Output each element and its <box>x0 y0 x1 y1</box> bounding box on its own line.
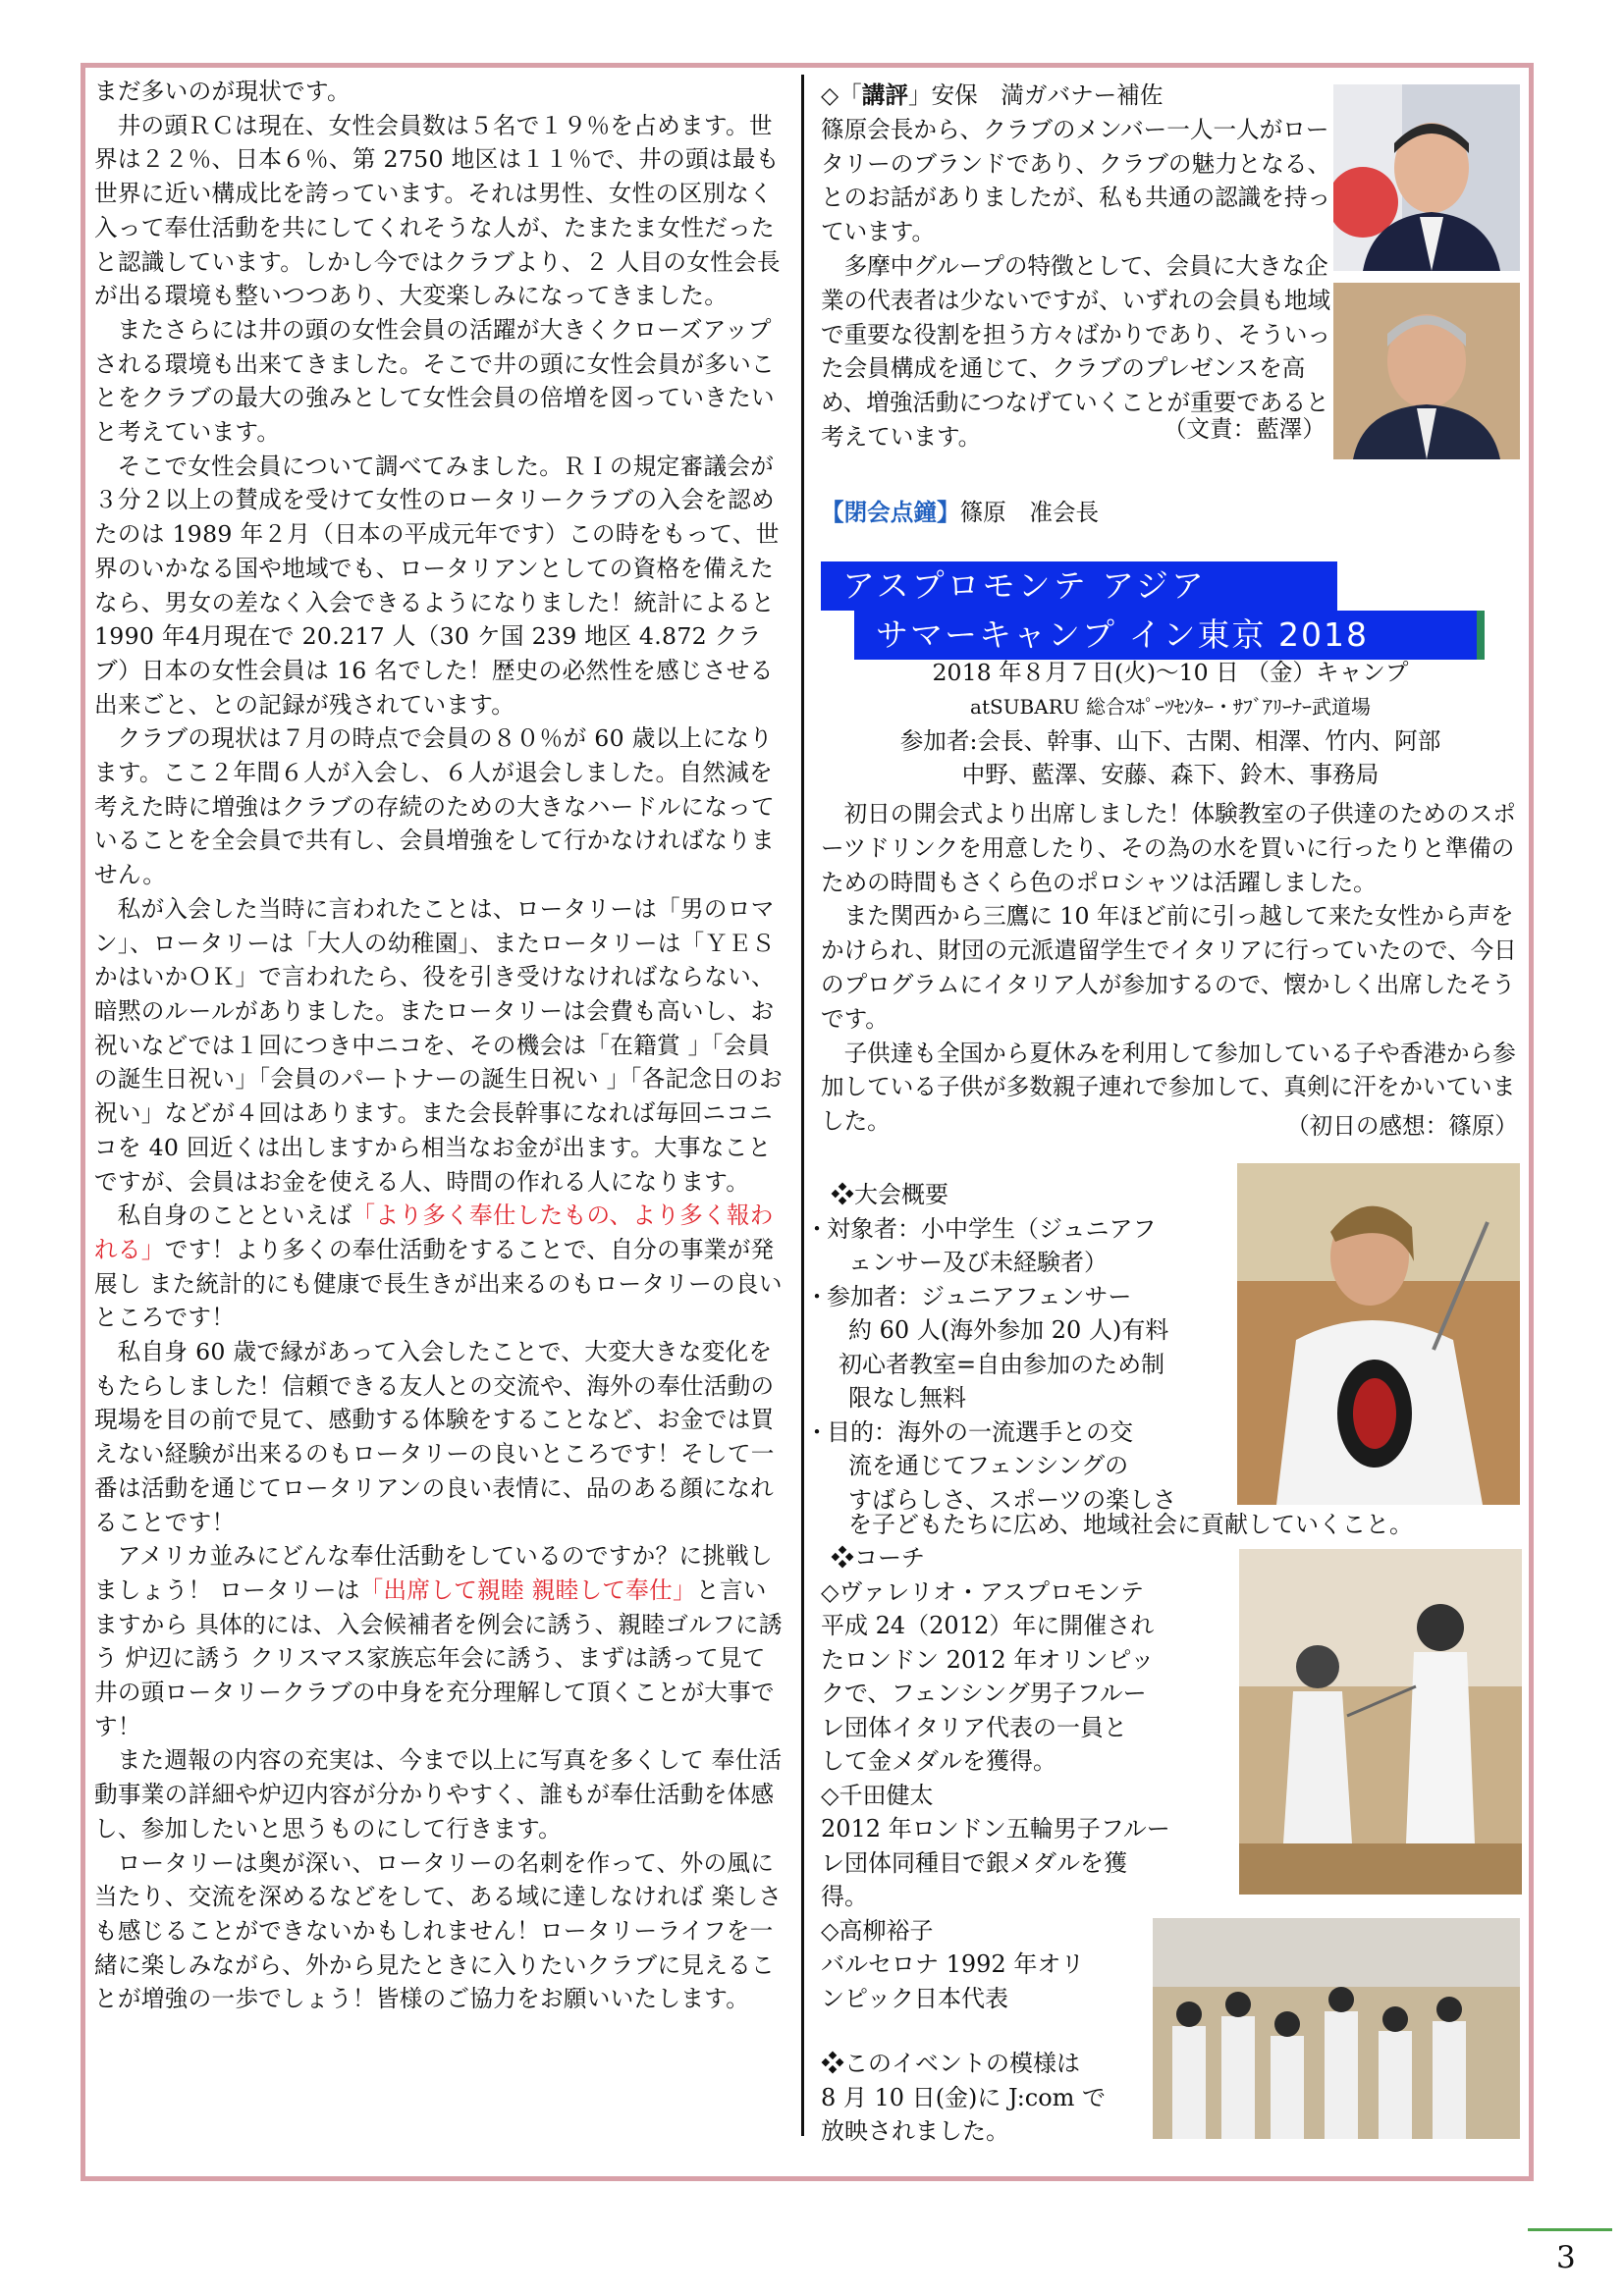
governor-photo-1 <box>1333 84 1520 271</box>
article-paragraph <box>94 1539 786 1743</box>
participants-image <box>1153 1918 1520 2139</box>
overview-purpose-tail: を子どもたちに広め、地域社会に貢献していくこと。 <box>848 1511 1414 1538</box>
fencing-bout-photo <box>1239 1549 1522 1895</box>
report-credit: （初日の感想：篠原） <box>1286 1112 1518 1140</box>
coach-bio-line: バルセロナ 1992 年オリ <box>821 1950 1085 1978</box>
left-column-article <box>94 75 786 2016</box>
event-participants-1: 参加者:会長、幹事、山下、古閑、相澤、竹内、阿部 <box>899 726 1441 755</box>
coach-bio-line: して金メダルを獲得。 <box>821 1747 1056 1775</box>
fencer-coach-photo <box>1237 1163 1520 1505</box>
coach-1-name: ◇ヴァレリオ・アスプロモンテ <box>821 1577 1145 1606</box>
coach-bio-line: 平成 24（2012）年に開催され <box>821 1612 1155 1639</box>
banner-accent <box>1477 611 1485 660</box>
highlighted-phrase: 「出席して親睦 親睦して奉仕」 <box>359 1575 696 1604</box>
paragraph-text: と言いますから 具体的には、入会候補者を例会に誘う、親睦ゴルフに誘う 炉辺に誘う クリスマス家族忘年会に誘う、まずは誘って見て 井の頭ロータリークラブの中身を充分理解して頂くことが大事です！ <box>94 1575 783 1740</box>
coach-heading: ❖コーチ <box>831 1544 925 1572</box>
review-credit: （文責：藍澤） <box>1163 415 1326 443</box>
article-paragraph: またさらには井の頭の女性会員の活躍が大きくクローズアップされる環境も出来てきました。そこで井の頭に女性会員が多いことをクラブの最大の強みとして女性会員の倍増を図っていきたいと考えています。 <box>94 315 775 447</box>
review-para-1: 篠原会長から、クラブのメンバー一人一人がロータリーのブランドであり、クラブの魅力となる、とのお話がありましたが、私も共通の認識を持っています。 <box>821 115 1331 246</box>
review-section <box>821 79 1331 454</box>
article-paragraph: ロータリーは奥が深い、ロータリーの名刺を作って、外の風に当たり、交流を深めるなどをして、ある域に達しなければ 楽しさも感じることができないかもしれません！ロータリーライフを一緒に楽しみながら、外から見たときに入りたいクラブに見えることが増強の一歩でしょう！皆様のご協力をお願いいたします。 <box>94 1848 783 2013</box>
coach-2-name: ◇千田健太 <box>821 1781 934 1809</box>
overview-heading: ❖大会概要 <box>831 1181 948 1208</box>
coach-bio-line: 得。 <box>821 1883 868 1910</box>
column-divider <box>801 75 804 2136</box>
fencing-image <box>1239 1549 1522 1895</box>
paragraph-text: 私自身のことといえば <box>117 1201 352 1230</box>
coach-3-name: ◇高柳裕子 <box>821 1916 934 1945</box>
governor-photo-2 <box>1333 283 1520 459</box>
overview-target: ・ 対象者：小中学生（ジュニアフ ェンサー及び未経験者） <box>805 1214 1157 1276</box>
overview-section <box>805 1178 1218 1517</box>
coach-bio-line: レ団体イタリア代表の一員と <box>821 1713 1127 1741</box>
event-info <box>821 656 1520 792</box>
article-paragraph: クラブの現状は７月の時点で会員の８０％が 60 歳以上になります。ここ２年間６人が入会し、６人が退会しました。自然減を考えた時に増強はクラブの存続のための大きなハードルになっていることを全会員で共有し、会員増強をして行かなければなりません。 <box>94 724 775 889</box>
broadcast-line: 放映されました。 <box>821 2117 1009 2145</box>
coach-bio-line: ンピック日本代表 <box>821 1984 1009 2012</box>
report-para-2: また関西から三鷹に 10 年ほど前に引っ越して来た女性から声をかけられ、財団の元派遣留学生でイタリアに行っていたので、今日のプログラムにイタリア人が参加するので、懐かしく出席したそうです。 <box>821 902 1517 1033</box>
article-paragraph: また週報の内容の充実は、今まで以上に写真を多くして 奉仕活動事業の詳細や炉辺内容が分かりやすく、誰もが奉仕活動を体感し、参加したいと思うものにして行きます。 <box>94 1746 783 1842</box>
report-para-3: 子供達も全国から夏休みを利用して参加している子や香港から参加している子供が多数親子連れで参加して、真剣に汗をかいていました。 <box>821 1039 1516 1136</box>
coach-bio-line: たロンドン 2012 年オリンピッ <box>821 1645 1155 1674</box>
coach-bio-line: 2012 年ロンドン五輪男子フルー <box>821 1815 1170 1842</box>
article-paragraph: 私自身 60 歳で縁があって入会したことで、大変大きな変化をもたらしました！信頼できる友人との交流や、海外の奉仕活動の現場を目の前で見て、感動する体験をすることなど、お金では買えない経験が出来るのもロータリーの良いところです！そして一番は活動を通じてロータリアンの良い表情に、品のある顔になれることです！ <box>94 1338 775 1536</box>
coach-bio-line: レ団体同種目で銀メダルを獲 <box>821 1848 1127 1877</box>
report-para-1: 初日の開会式より出席しました！体験教室の子供達のためのスポーツドリンクを用意したり、その為の水を買いに行ったりと準備のための時間もさくら色のポロシャツは活躍しました。 <box>821 800 1516 896</box>
event-date: 2018 年８月７日(火)〜10 日 （金）キャンプ <box>932 659 1409 686</box>
highlighted-phrase: 「より多く奉仕したもの、より多く報われる」 <box>94 1201 774 1263</box>
page-number: 3 <box>1556 2240 1576 2275</box>
article-paragraph: 井の頭ＲＣは現在、女性会員数は５名で１９％を占めます。世界は２２％、日本６％、第 2750 地区は１１％で、井の頭は最も世界に近い構成比を誇っています。それは男性、女性の区別なく入って奉仕活動を共にしてくれそうな人が、たまたま女性だったと認識しています。しかし今ではクラブより、２ 人目の女性会長が出る環境も整いつつあり、大変楽しみになってきました。 <box>94 111 781 310</box>
closing-bell <box>821 496 1331 530</box>
article-paragraph <box>94 1199 786 1335</box>
paragraph-text: です！より多くの奉仕活動をすることで、自分の事業が発展し また統計的にも健康で長生きが出来るのもロータリーの良いところです！ <box>94 1235 783 1332</box>
event-report <box>821 797 1520 1139</box>
portrait-image <box>1333 283 1520 459</box>
group-photo <box>1153 1918 1520 2139</box>
closing-label: 【閉会点鐘】 <box>821 499 960 526</box>
closing-name: 篠原 准会長 <box>959 499 1100 526</box>
fencing-image <box>1237 1163 1520 1505</box>
coach-2-bio <box>821 1812 1227 1914</box>
portrait-image <box>1333 84 1520 271</box>
overview-participants: ・ 参加者：ジュニアフェンサー 約 60 人(海外参加 20 人)有料 初心者教室=自由参加のため制 限なし無料 <box>805 1282 1169 1412</box>
article-paragraph: そこで女性会員について調べてみました。ＲＩの規定審議会が３分２以上の賛成を受けて女性のロータリークラブの入会を認めたのは 1989 年２月（日本の平成元年です）この時をもって、世界のいかなる国や地域でも、ロータリアンとしての資格を備えたなら、男女の差なく入会できるようになりました！統計によると 1990 年4月現在で 20.217 人（30 ケ国 239 地区 4.872 クラブ）日本の女性会員は 16 名でした！歴史の必然性を感じさせる出来ごと、との記録が残されています。 <box>94 452 780 719</box>
footer-rule <box>1528 2228 1612 2231</box>
event-venue: atSUBARU 総合ｽﾎﾟｰﾂｾﾝﾀｰ・ｻﾌﾞｱﾘｰﾅｰ武道場 <box>970 694 1371 719</box>
review-heading: ◇「講評」安保 満ガバナー補佐 <box>821 81 1164 109</box>
review-para-2: 多摩中グループの特徴として、会員に大きな企業の代表者は少ないですが、いずれの会員も地域で重要な役割を担う方々ばかりであり、そういった会員構成を通じて、クラブのプレゼンスを高め、増強活動につなげていくことが重要であると考えています。 <box>821 251 1331 451</box>
paragraph-text: アメリカ並みにどんな奉仕活動をしているのですか？に挑戦しましょう！ ロータリーは <box>94 1542 773 1604</box>
coach-bio-line: クで、フェンシング男子フルー <box>821 1680 1147 1707</box>
article-paragraph: まだ多いのが現状です。 <box>94 78 351 105</box>
broadcast-line: 8 月 10 日(金)に J:com で <box>821 2083 1107 2111</box>
event-banner-line-2: サマーキャンプ イン東京 2018 <box>854 611 1477 660</box>
event-banner-line-1: アスプロモンテ アジア <box>821 561 1337 611</box>
broadcast-line: ❖このイベントの模様は <box>821 2050 1080 2077</box>
event-participants-2: 中野、藍澤、安藤、森下、鈴木、事務局 <box>961 761 1380 789</box>
overview-purpose: ・ 目的：海外の一流選手との交 流を通じてフェンシングの すばらしさ、スポーツの楽しさ <box>805 1417 1177 1514</box>
article-paragraph: 私が入会した当時に言われたことは、ロータリーは「男のロマン」、ロータリーは「大人の幼稚園」、またロータリーは「ＹＥＳかはいかＯＫ」で言われたら、役を引き受けなければならない、暗黙のルールがありました。またロータリーは会費も高いし、お祝いなどでは１回につき中ニコを、その機会は「在籍賞 」「会員の誕生日祝い」「会員のパートナーの誕生日祝い 」「各記念日のお祝い」などが４回はあります。また会長幹事になれば毎回ニコニコを 40 回近くは出しますから相当なお金が出ます。大事なことですが、会員はお金を使える人、時間の作れる人になります。 <box>94 894 784 1196</box>
coach-1-bio <box>821 1609 1227 1779</box>
